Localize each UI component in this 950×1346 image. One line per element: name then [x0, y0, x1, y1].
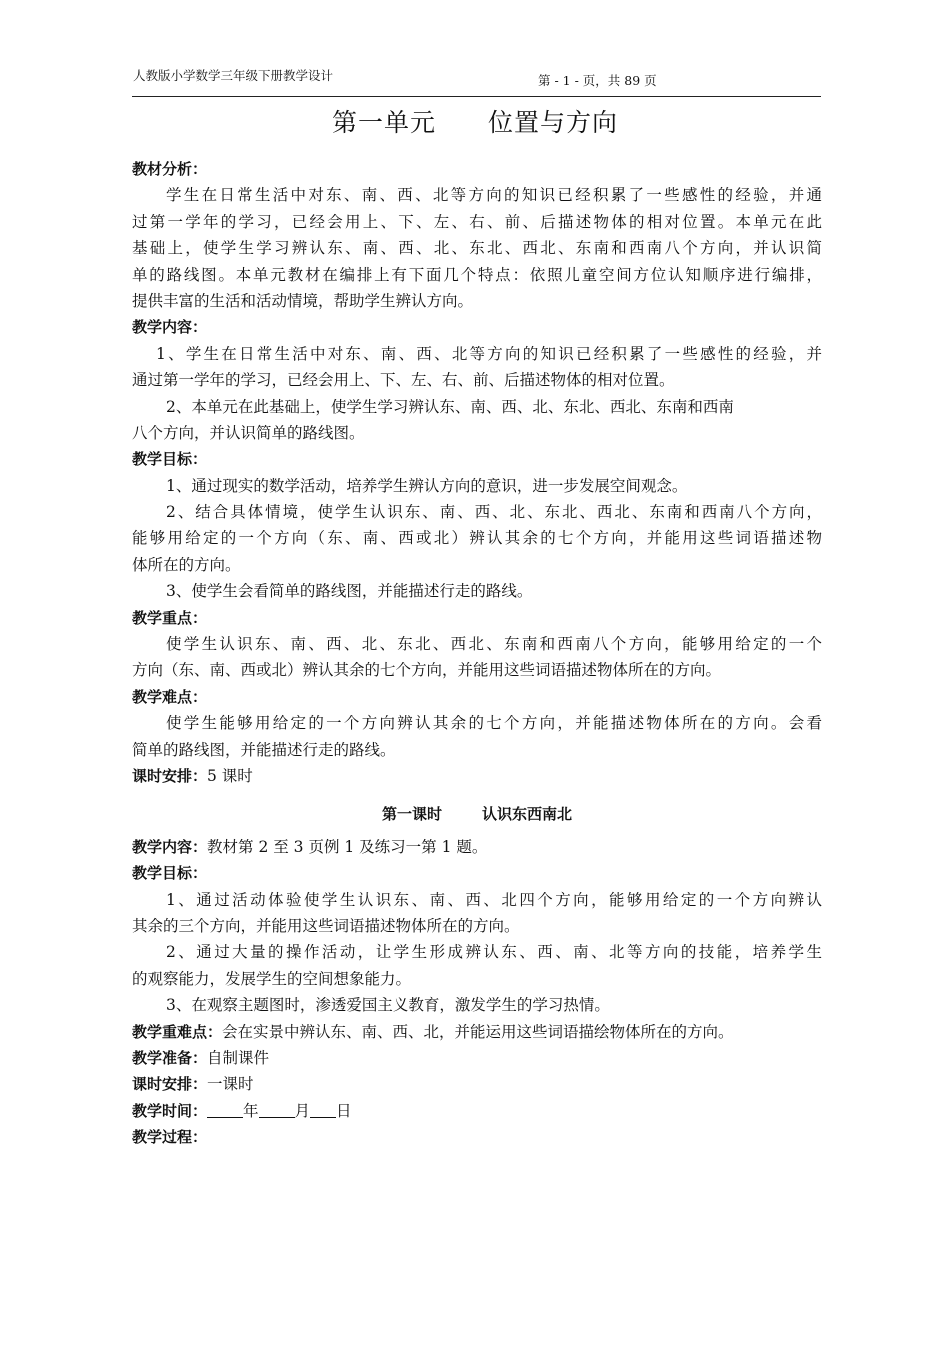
lesson-key-row [132, 1019, 822, 1045]
content-line: 1、学生在日常生活中对东、南、西、北等方向的知识已经积累了一些感性的经验，并 [156, 344, 822, 363]
unit-number: 第一单元 [331, 108, 436, 137]
content-heading: 教学内容： [132, 318, 208, 337]
month-label: 月 [294, 1101, 311, 1120]
goals-line: 1、通过现实的数学活动，培养学生辨认方向的意识，进一步发展空间观念。 [166, 476, 688, 495]
page-header-book: 人教版小学数学三年级下册教学设计 [133, 68, 334, 83]
lesson-content-value: 教材第 2 至 3 页例 1 及练习一第 1 题。 [207, 837, 488, 856]
lesson-name: 认识东西南北 [482, 805, 573, 824]
lesson-key-label: 教学重难点： [132, 1022, 223, 1041]
lesson-process-heading: 教学过程： [132, 1128, 208, 1147]
lesson-prep-label: 教学准备： [132, 1048, 208, 1067]
header-divider [132, 96, 821, 97]
analysis-line: 提供丰富的生活和活动情境，帮助学生辨认方向。 [132, 291, 474, 310]
lesson-goals-heading: 教学目标： [132, 864, 208, 883]
analysis-line: 过第一学年的学习，已经会用上、下、左、右、前、后描述物体的相对位置。本单元在此 [132, 212, 822, 231]
lesson-schedule-label: 课时安排： [132, 1075, 208, 1094]
lesson-title [132, 801, 822, 827]
year-blank[interactable] [207, 1101, 243, 1118]
day-blank[interactable] [310, 1101, 336, 1118]
analysis-line: 单的路线图。本单元教材在编排上有下面几个特点：依照儿童空间方位认知顺序进行编排， [132, 265, 822, 284]
schedule-row [132, 763, 822, 789]
lesson-prep-value: 自制课件 [207, 1048, 270, 1067]
document-body [132, 156, 822, 1150]
goals-line: 2、结合具体情境，使学生认识东、南、西、北、东北、西北、东南和西南八个方向， [166, 503, 822, 522]
lesson-goals-line: 的观察能力，发展学生的空间想象能力。 [132, 969, 412, 988]
lesson-key-value: 会在实景中辨认东、南、西、北，并能运用这些词语描绘物体所在的方向。 [222, 1022, 734, 1041]
focus-line: 方向（东、南、西或北）辨认其余的七个方向，并能用这些词语描述物体所在的方向。 [132, 661, 722, 680]
lesson-goals-line: 2、通过大量的操作活动，让学生形成辨认东、西、南、北等方向的技能，培养学生 [166, 943, 822, 962]
analysis-heading: 教材分析： [132, 160, 208, 178]
difficulty-heading: 教学难点： [132, 687, 208, 706]
content-line: 通过第一学年的学习，已经会用上、下、左、右、前、后描述物体的相对位置。 [132, 371, 675, 390]
goals-line: 3、使学生会看简单的路线图，并能描述行走的路线。 [166, 582, 533, 601]
lesson-goals-line: 1、通过活动体验使学生认识东、南、西、北四个方向，能够用给定的一个方向辨认 [166, 890, 822, 909]
lesson-time-label: 教学时间： [132, 1101, 208, 1120]
lesson-schedule-row [132, 1071, 822, 1097]
lesson-content-label: 教学内容： [132, 837, 208, 856]
difficulty-line: 使学生能够用给定的一个方向辨认其余的七个方向，并能描述物体所在的方向。会看 [166, 714, 822, 733]
analysis-line: 基础上，使学生学习辨认东、南、西、北、东北、西北、东南和西南八个方向，并认识简 [132, 239, 822, 258]
unit-title [0, 103, 950, 139]
content-line: 八个方向，并认识简单的路线图。 [132, 423, 365, 442]
schedule-label: 课时安排： [132, 766, 208, 785]
month-blank[interactable] [259, 1101, 295, 1118]
lesson-content-row [132, 834, 822, 860]
analysis-line: 学生在日常生活中对东、南、西、北等方向的知识已经积累了一些感性的经验，并通 [166, 186, 822, 205]
day-label: 日 [336, 1101, 352, 1120]
page-number: 第 - 1 - 页，共 89 页 [538, 73, 657, 88]
unit-topic: 位置与方向 [488, 108, 619, 137]
schedule-value: 5 课时 [207, 766, 253, 785]
content-line: 2、本单元在此基础上，使学生学习辨认东、南、西、北、东北、西北、东南和西南 [166, 397, 734, 416]
lesson-goals-line: 3、在观察主题图时，渗透爱国主义教育，激发学生的学习热情。 [166, 996, 610, 1015]
lesson-goals-line: 其余的三个方向，并能用这些词语描述物体所在的方向。 [132, 916, 520, 935]
year-label: 年 [243, 1101, 259, 1120]
goals-line: 体所在的方向。 [132, 555, 241, 574]
lesson-schedule-value: 一课时 [207, 1075, 254, 1094]
goals-line: 能够用给定的一个方向（东、南、西或北）辨认其余的七个方向，并能用这些词语描述物 [132, 529, 822, 548]
lesson-prep-row [132, 1045, 822, 1071]
lesson-number: 第一课时 [381, 805, 442, 824]
lesson-time-row [132, 1098, 822, 1124]
difficulty-line: 简单的路线图，并能描述行走的路线。 [132, 740, 396, 759]
goals-heading: 教学目标： [132, 450, 208, 469]
focus-heading: 教学重点： [132, 608, 208, 627]
focus-line: 使学生认识东、南、西、北、东北、西北、东南和西南八个方向，能够用给定的一个 [166, 635, 822, 654]
